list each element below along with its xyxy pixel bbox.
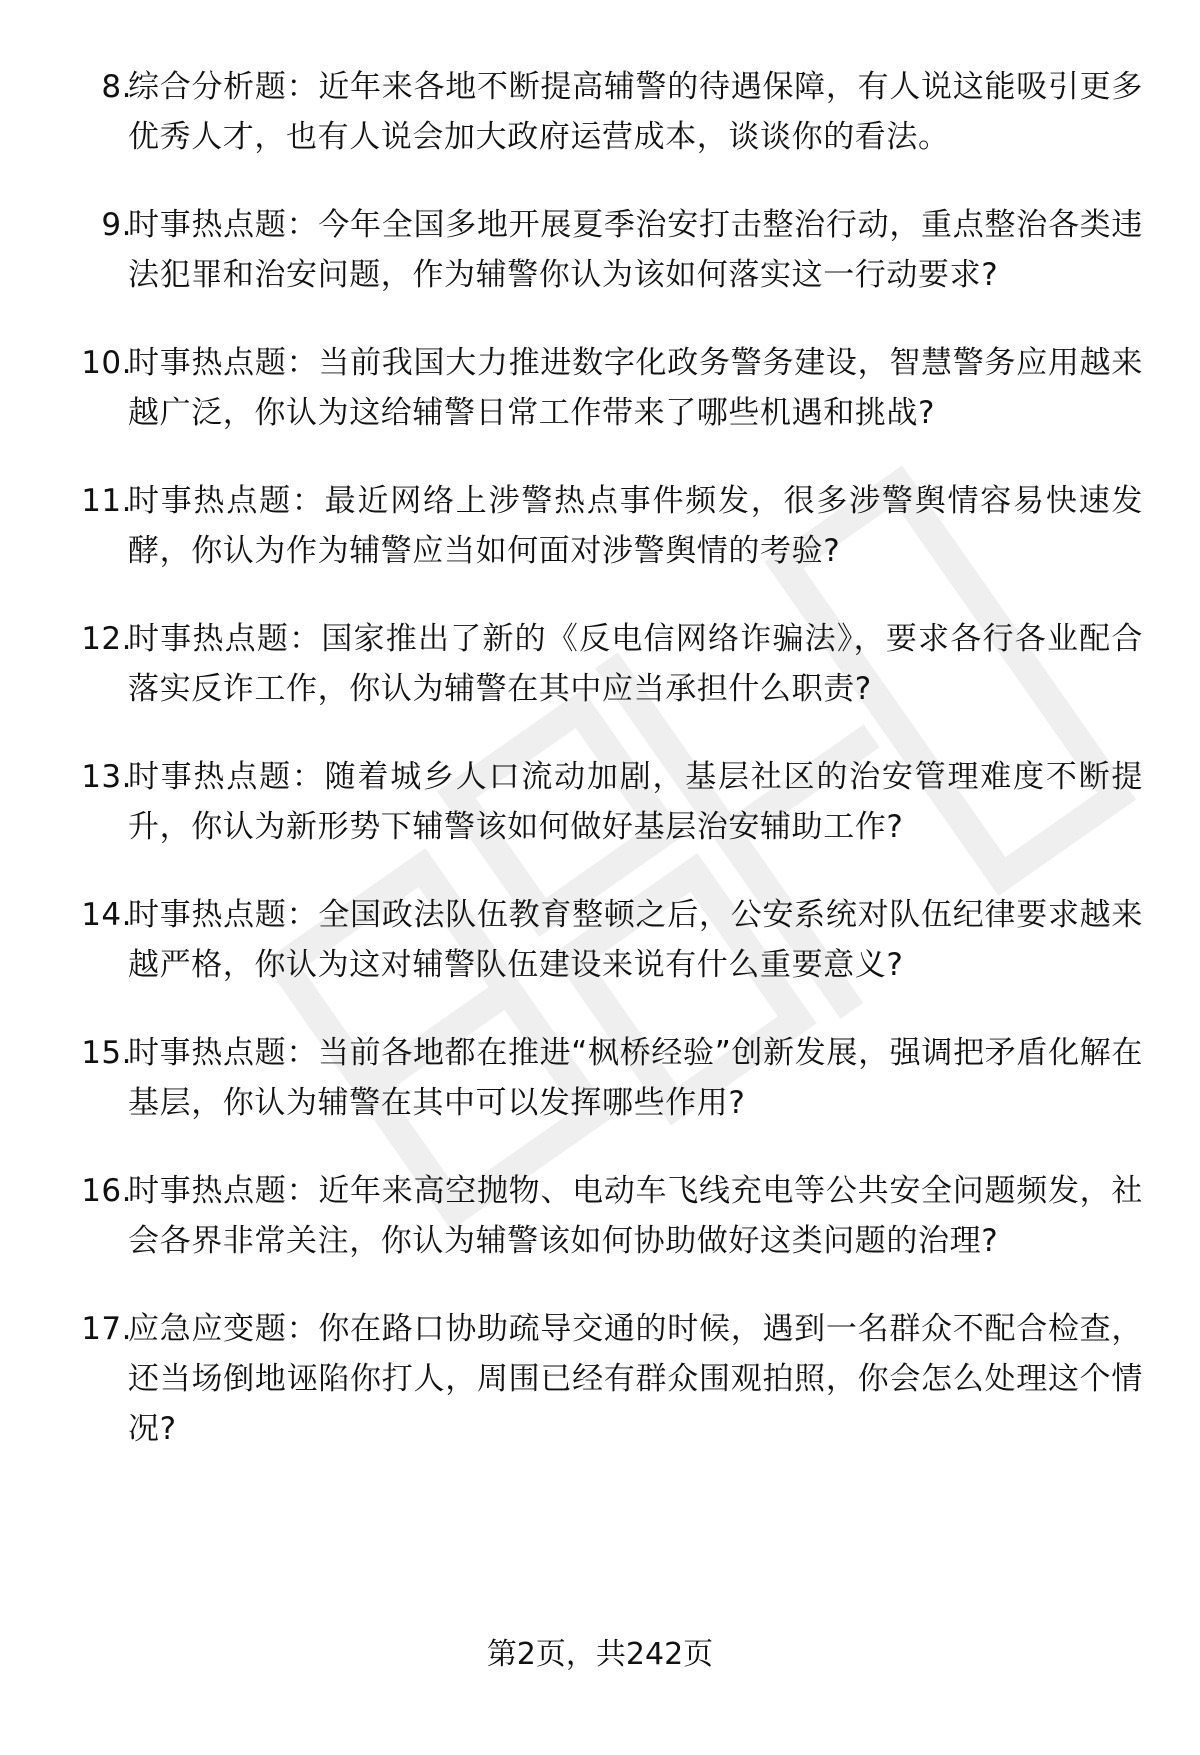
question-text: 应急应变题：你在路口协助疏导交通的时候，遇到一名群众不配合检查，还当场倒地诬陷你打人，周围已经有群众围观拍照，你会怎么处理这个情况? [128, 1311, 1143, 1447]
page-number: 第2页，共242页 [486, 1637, 714, 1672]
question-item [0, 200, 1200, 300]
question-item [0, 1304, 1200, 1454]
question-number: 17. [81, 1311, 132, 1347]
question-number: 11. [81, 483, 132, 519]
question-item [0, 890, 1200, 990]
question-number: 8. [101, 69, 132, 105]
question-item [0, 752, 1200, 852]
question-text: 时事热点题：全国政法队伍教育整顿之后，公安系统对队伍纪律要求越来越严格，你认为这对辅警队伍建设来说有什么重要意义? [128, 897, 1143, 983]
question-item [0, 338, 1200, 438]
question-text: 时事热点题：当前我国大力推进数字化政务警务建设，智慧警务应用越来越广泛，你认为这给辅警日常工作带来了哪些机遇和挑战? [128, 345, 1143, 431]
question-number: 15. [81, 1035, 132, 1071]
question-text: 时事热点题：最近网络上涉警热点事件频发，很多涉警舆情容易快速发酵，你认为作为辅警应当如何面对涉警舆情的考验? [128, 483, 1143, 569]
question-number: 16. [81, 1173, 132, 1209]
question-number: 13. [81, 759, 132, 795]
question-item [0, 476, 1200, 576]
question-number: 10. [81, 345, 132, 381]
question-text: 时事热点题：今年全国多地开展夏季治安打击整治行动，重点整治各类违法犯罪和治安问题，作为辅警你认为该如何落实这一行动要求? [128, 207, 1143, 293]
question-item [0, 1166, 1200, 1266]
question-number: 9. [101, 207, 132, 243]
page-footer [0, 1630, 1200, 1680]
question-text: 时事热点题：国家推出了新的《反电信网络诈骗法》，要求各行各业配合落实反诈工作，你认为辅警在其中应当承担什么职责? [128, 621, 1143, 707]
question-list [0, 62, 1200, 1492]
question-text: 综合分析题：近年来各地不断提高辅警的待遇保障，有人说这能吸引更多优秀人才，也有人说会加大政府运营成本，谈谈你的看法。 [128, 69, 1143, 155]
question-item [0, 1028, 1200, 1128]
question-text: 时事热点题：随着城乡人口流动加剧，基层社区的治安管理难度不断提升，你认为新形势下辅警该如何做好基层治安辅助工作? [128, 759, 1143, 845]
question-number: 12. [81, 621, 132, 657]
question-item [0, 62, 1200, 162]
question-item [0, 614, 1200, 714]
question-text: 时事热点题：当前各地都在推进“枫桥经验”创新发展，强调把矛盾化解在基层，你认为辅警在其中可以发挥哪些作用? [128, 1035, 1143, 1121]
question-text: 时事热点题：近年来高空抛物、电动车飞线充电等公共安全问题频发，社会各界非常关注，你认为辅警该如何协助做好这类问题的治理? [128, 1173, 1143, 1259]
question-number: 14. [81, 897, 132, 933]
